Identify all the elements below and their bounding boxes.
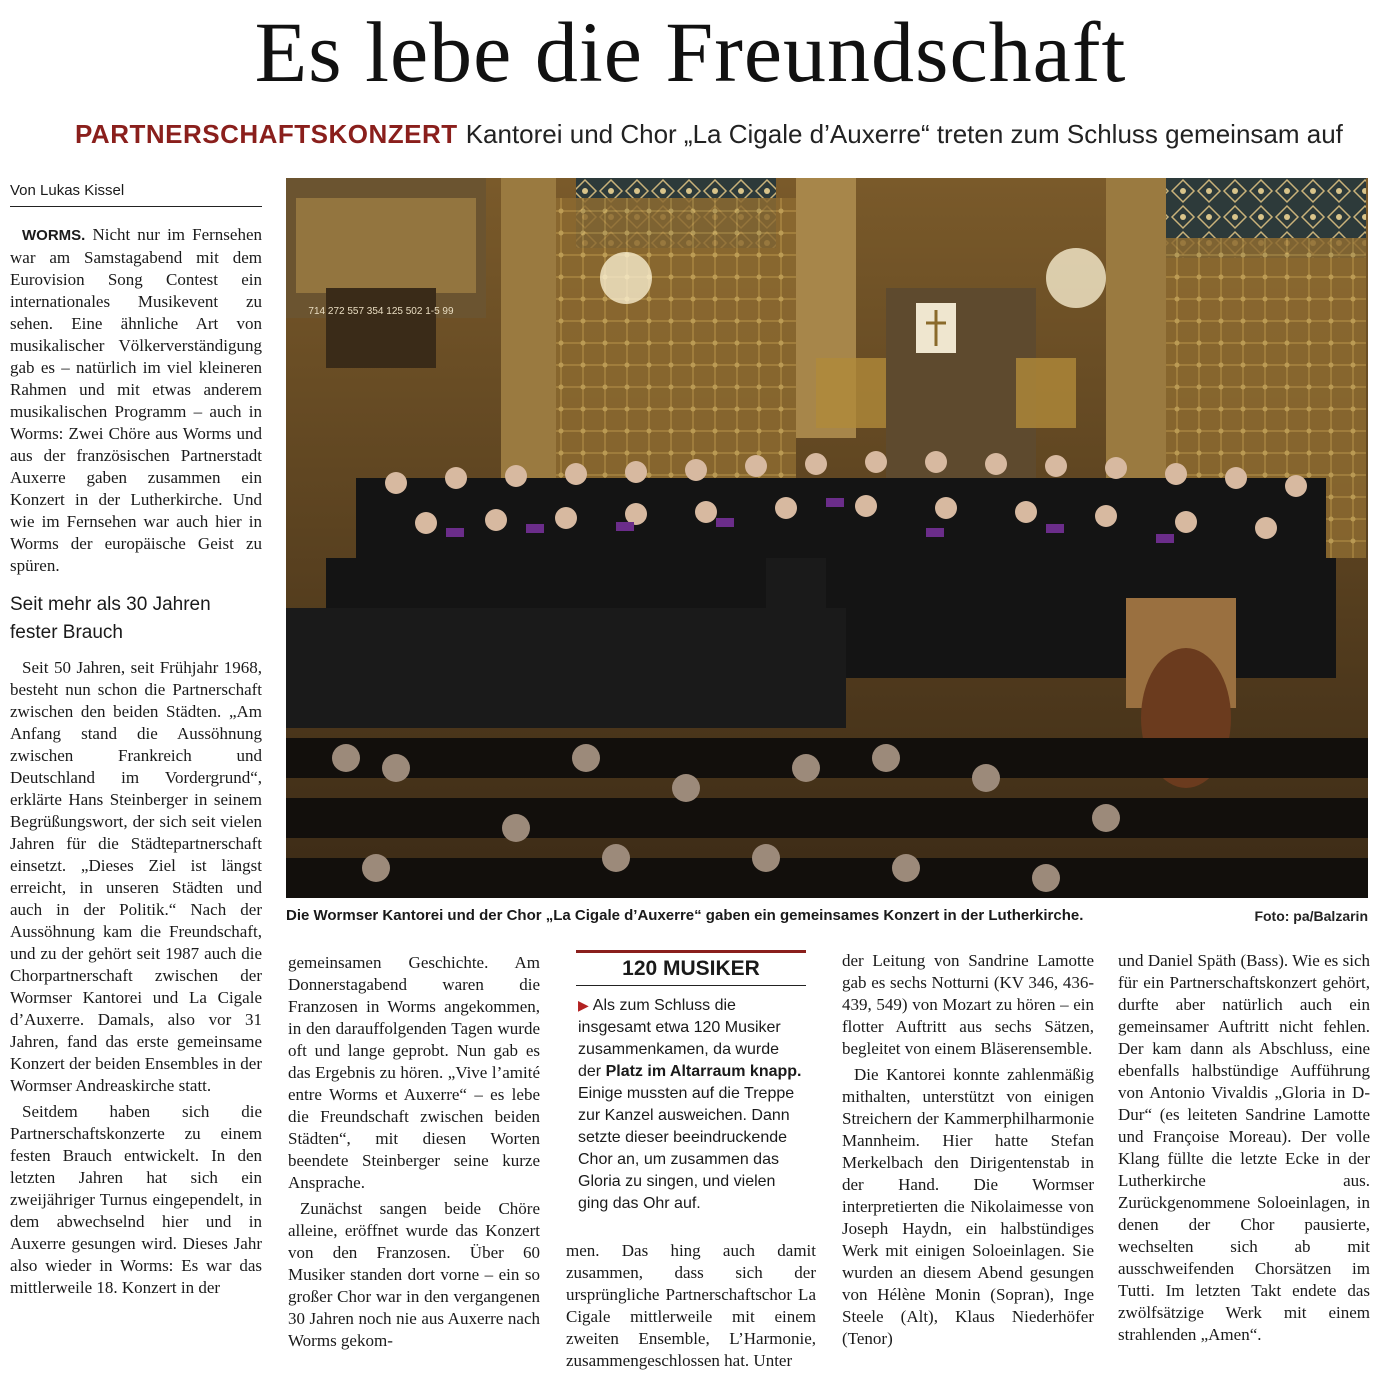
info-box-text-a: Als zum Schluss die insgesamt etwa 120 Musiker zusammenkamen, da wurde der	[578, 997, 781, 1080]
column-2	[288, 952, 540, 1352]
info-box-text	[566, 994, 816, 1215]
dateline: WORMS.	[22, 227, 86, 244]
kicker: PARTNERSCHAFTSKONZERT	[75, 119, 458, 149]
info-box	[566, 950, 816, 1210]
hymn-number: 714 272 557 354 125 502 1-5 99	[308, 306, 454, 317]
paragraph	[10, 224, 262, 577]
column-1	[10, 224, 262, 1299]
chandelier	[600, 252, 652, 304]
byline: Von Lukas Kissel	[10, 180, 262, 207]
paragraph: Die Kantorei konnte zahlenmäßig mithalten, unterstützt von einigen Streichern der Kammerphilharmonie Mannheim. Hier hatte Stefan Merkelbach den Dirigentenstab in der Hand. Die Wormser interpretierten die Nikolaimesse von Joseph Haydn, ein halbstündiges Werk mit einigen Soloeinlagen. Sie wurden an diesem Abend gesungen von Hélène Monin (Sopran), Inge Steele (Alt), Klaus Niederhöfer (Tenor)	[842, 1065, 1094, 1348]
column-4	[842, 950, 1094, 1350]
headline: Es lebe die Freundschaft	[254, 4, 1127, 100]
column-5	[1118, 950, 1370, 1346]
paragraph: gemeinsamen Geschichte. Am Donnerstagabend waren die Franzosen in Worms angekommen, in den darauffolgenden Tagen wurde oft und lange geprobt. Nun gab es das Ergebnis zu hören. „Vive l’amité entre Worms et Auxerre“ – es lebe die Freundschaft zwischen beiden Städten“, mit diesen Worten beendete Steinberger seine kurze Ansprache.	[288, 953, 540, 1192]
info-box-title: 120 MUSIKER	[576, 950, 806, 986]
paragraph-text: Nicht nur im Fernsehen war am Samstagabend mit dem Eurovision Song Contest ein internationales Musikevent zu sehen. Eine ähnliche Art von musikalischer Völkerverständigung gab es – natürlich im viel kleineren Rahmen und mit etwas anderem musikalischen Programm – auch in Worms: Zwei Chöre aus Worms und aus der französischen Partnerstadt Auxerre gaben zusammen ein Konzert in der Lutherkirche. Und wie im Fernsehen war auch hier in Worms der europäische Geist zu spüren.	[10, 225, 262, 575]
subhead: Seit mehr als 30 Jahren fester Brauch	[10, 594, 211, 643]
column-3	[566, 1240, 816, 1372]
concert-illustration	[286, 178, 1368, 898]
paragraph: Seit 50 Jahren, seit Frühjahr 1968, besteht nun schon die Partnerschaft zwischen den beiden Städten. „Am Anfang stand die Aussöhnung zwischen Frankreich und Deutschland im Vordergrund“, erklärte Hans Steinberger in seinem Begrüßungswort, der sich seit vielen Jahren für die Städtepartnerschaft einsetzt. „Dieses Ziel ist längst erreicht, in unseren Städten und auch in der Politik.“ Nach der Aussöhnung kam die Freundschaft, und zu der gehört seit 1987 auch die Chorpartnerschaft zwischen der Wormser Kantorei und La Cigale d’Auxerre. Damals, also vor 31 Jahren, fand das erste gemeinsame Konzert der beiden Ensembles in der Wormser Andreaskirche statt.	[10, 658, 262, 1095]
concert-photo	[286, 178, 1368, 898]
hymn-board	[326, 288, 436, 368]
kicker-line	[75, 114, 1375, 154]
info-box-text-bold: Platz im Altarraum knapp.	[605, 1063, 802, 1080]
paragraph: Zunächst sangen beide Chöre alleine, eröffnet wurde das Konzert von den Franzosen. Über 60 Musiker standen dort vorne – ein so großer Chor war in den vergangenen 30 Jahren noch nie aus Auxerre nach Worms gekom-	[288, 1199, 540, 1350]
paragraph: men. Das hing auch damit zusammen, dass sich der ursprüngliche Partnerschaftschor La Cigale mittlerweile mit einem zweiten Ensemble, L’Harmonie, zusammengeschlossen hat. Unter	[566, 1241, 816, 1370]
arrow-icon: ▶	[578, 997, 589, 1013]
paragraph: und Daniel Späth (Bass). Wie es sich für ein Partnerschaftskonzert gehört, durfte aber natürlich auch ein gemeinsamer Auftritt nicht fehlen. Der kam dann als Abschluss, eine ebenfalls halbstündige Aufführung von Antonio Vivaldis „Gloria in D-Dur“ (es leiteten Sandrine Lamotte und Françoise Moreau). Der volle Klang füllte die letzte Ecke in der Lutherkirche aus. Zurückgenommene Soloeinlagen, in denen der Chor pausierte, wechselten sich ab mit ausschweifenden Chorsätzen im Tutti. Im letzten Takt endete das zwölfsätzige Werk mit einem strahlenden „Amen“.	[1118, 951, 1370, 1344]
subline: Kantorei und Chor „La Cigale d’Auxerre“ treten zum Schluss gemeinsam auf	[465, 119, 1343, 149]
paragraph: Seitdem haben sich die Partnerschaftskonzerte zu einem festen Brauch entwickelt. In den letzten Jahren hat sich ein zweijähriger Turnus eingependelt, in dem abwechselnd hier und in Auxerre gesungen wird. Dieses Jahr also wieder in Worms: Es war das mittlerweile 18. Konzert in der	[10, 1102, 262, 1297]
photo-caption: Die Wormser Kantorei und der Chor „La Cigale d’Auxerre“ gaben ein gemeinsames Konzert in der Lutherkirche.	[286, 907, 1084, 924]
photo-credit: Foto: pa/Balzarin	[1254, 908, 1368, 924]
info-box-text-b: Einige mussten auf die Treppe zur Kanzel ausweichen. Dann setzte dieser beeindruckende Chor an, um zusammen das Gloria zu singen, und vielen ging das Ohr auf.	[578, 1085, 795, 1212]
chandelier	[1046, 248, 1106, 308]
paragraph: der Leitung von Sandrine Lamotte gab es sechs Notturni (KV 346, 436-439, 549) von Mozart zu hören – ein flotter Auftritt aus sechs Sätzen, begleitet von einem Bläserensemble.	[842, 951, 1094, 1058]
